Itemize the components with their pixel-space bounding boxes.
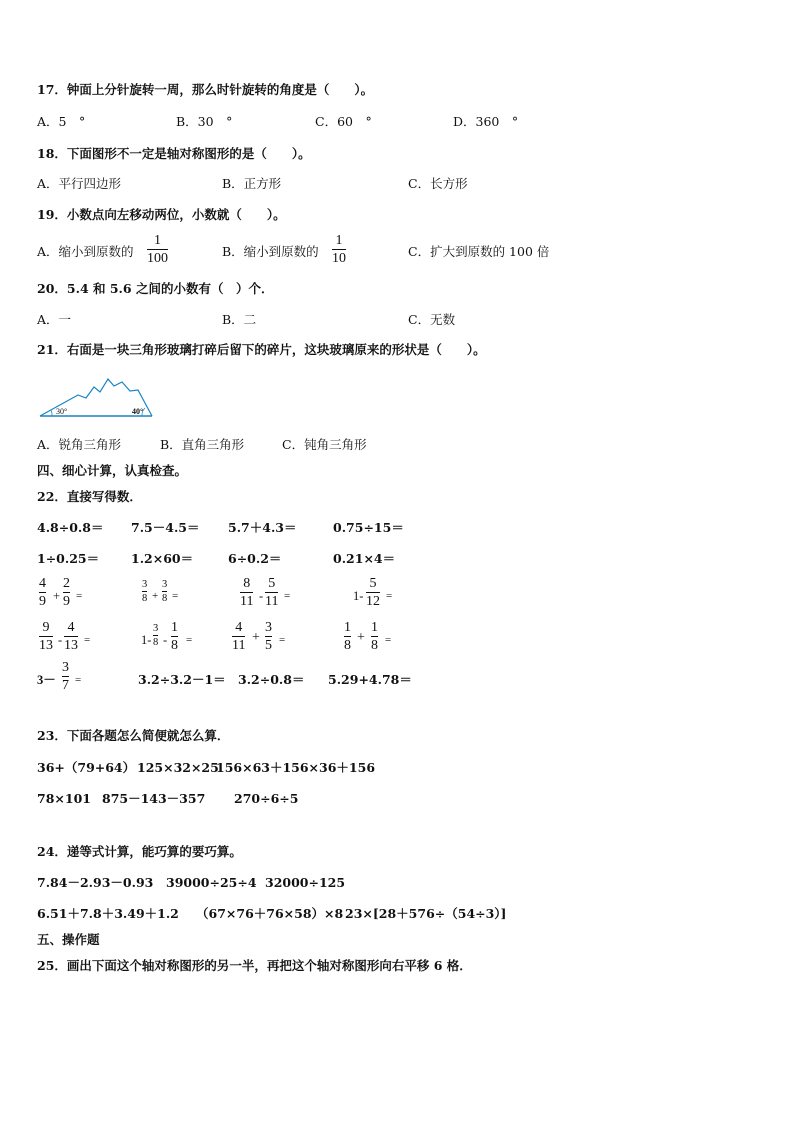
q19-option-a-text: A．缩小到原数的 [37,244,134,259]
q17-option-a: A．5 ° [37,114,86,129]
q18-option-c: C．长方形 [408,176,468,191]
operator: + [53,589,61,603]
q24-expr: （67×76＋76×58）×8 [196,906,344,921]
q19-option-b-fraction [332,233,346,266]
q24-expr: 39000÷25÷4 [166,875,257,890]
fraction: 1 8 [344,620,351,653]
q23-expr: 125×32×25 [137,760,219,775]
q24-expr: 6.51＋7.8＋3.49＋1.2 [37,906,179,921]
q17-stem: 17．钟面上分针旋转一周，那么时针旋转的角度是（ ）。 [37,82,374,97]
q23-expr: 156×63＋156×36＋156 [216,760,376,775]
q18-option-a: A．平行四边形 [37,176,122,191]
operator: + [152,590,159,602]
fraction: 8 11 [240,576,254,609]
q20-option-c: C．无数 [408,312,456,327]
operator: 1- [353,589,364,603]
q19-stem: 19．小数点向左移动两位，小数就（ ）。 [37,207,286,222]
q18-stem: 18．下面图形不一定是轴对称图形的是（ ）。 [37,146,311,161]
fraction: 4 13 [64,620,78,653]
fraction: 3 8 [153,623,159,648]
angle-label-right: 40° [132,407,144,416]
operator: 3－ [37,673,56,687]
q23-expr: 78×101 [37,791,91,806]
q22-expr: 4.8÷0.8＝ [37,520,104,535]
q23-stem: 23．下面各题怎么简便就怎么算． [37,728,230,743]
angle-arc-left [51,410,52,416]
equals-sign: = [76,590,83,602]
q19-option-c: C．扩大到原数的 100 倍 [408,244,550,259]
q21-option-a: A．锐角三角形 [37,437,122,452]
fraction: 3 8 [162,579,168,604]
q20-option-b: B．二 [222,312,257,327]
q22-expr: 3.2÷3.2－1＝ [138,672,226,687]
fraction: 3 8 [142,579,148,604]
glass-fragment-figure [38,374,158,420]
fraction-denominator: 10 [332,251,346,266]
q24-expr: 32000÷125 [265,875,346,890]
operator: + [357,630,365,645]
q20-option-a: A．一 [37,312,72,327]
fraction: 4 9 [39,576,46,609]
q21-stem: 21．右面是一块三角形玻璃打碎后留下的碎片，这块玻璃原来的形状是（ ）。 [37,342,486,357]
q22-stem: 22．直接写得数． [37,489,142,504]
q21-option-c: C．钝角三角形 [282,437,367,452]
equals-sign: = [75,674,82,686]
equals-sign: = [386,590,393,602]
q22-expr: 7.5－4.5＝ [131,520,200,535]
equals-sign: = [186,634,193,646]
fraction: 9 13 [39,620,53,653]
q22-expr: 0.21×4＝ [333,551,396,566]
fraction: 1 8 [371,620,378,653]
q21-option-b: B．直角三角形 [160,437,245,452]
fraction: 3 5 [265,620,272,653]
section-4-heading: 四、细心计算，认真检查。 [37,463,188,478]
q23-expr: 875－143－357 [102,791,206,806]
operator: - [163,633,168,647]
equals-sign: = [284,590,291,602]
q22-expr: 3.2÷0.8＝ [238,672,305,687]
q24-expr: 7.84－2.93－0.93 [37,875,154,890]
equals-sign: = [385,634,392,646]
q19-option-b-text: B．缩小到原数的 [222,244,319,259]
fraction: 2 9 [63,576,70,609]
fraction: 5 11 [265,576,279,609]
operator: - [259,589,264,603]
q22-expr: 0.75÷15＝ [333,520,404,535]
fraction-numerator: 1 [154,233,161,248]
fraction-numerator: 1 [335,233,343,248]
q25-stem: 25．画出下面这个轴对称图形的另一半，再把这个轴对称图形向右平移 6 格． [37,958,472,973]
q24-stem: 24．递等式计算，能巧算的要巧算。 [37,844,242,859]
q22-expr: 5.7＋4.3＝ [228,520,297,535]
fraction: 5 12 [366,576,380,609]
operator: 1- [141,633,152,647]
q23-expr: 36+（79+64） [37,760,136,775]
q20-stem: 20．5.4 和 5.6 之间的小数有（ ）个． [37,281,274,296]
q24-expr: 23×[28＋576÷（54÷3）] [345,906,507,921]
q22-expr: 6÷0.2＝ [228,551,282,566]
angle-label-left: 30° [56,407,68,416]
operator: - [58,633,63,647]
equals-sign: = [84,634,91,646]
equals-sign: = [279,634,286,646]
equals-sign: = [172,590,179,602]
q17-option-d: D．360 ° [453,114,519,129]
fraction: 4 11 [232,620,246,653]
q23-expr: 270÷6÷5 [234,791,299,806]
q22-expr: 1.2×60＝ [131,551,194,566]
operator: + [252,630,260,645]
q17-option-b: B．30 ° [176,114,233,129]
q22-expr: 1÷0.25＝ [37,551,100,566]
q18-option-b: B．正方形 [222,176,282,191]
fraction: 3 7 [62,660,69,693]
fraction: 1 8 [171,620,178,653]
fraction-denominator: 100 [147,251,168,266]
section-5-heading: 五、操作题 [37,932,100,947]
q22-expr: 5.29+4.78＝ [328,672,412,687]
q17-option-c: C．60 ° [315,114,372,129]
q19-option-a-fraction [147,233,168,266]
